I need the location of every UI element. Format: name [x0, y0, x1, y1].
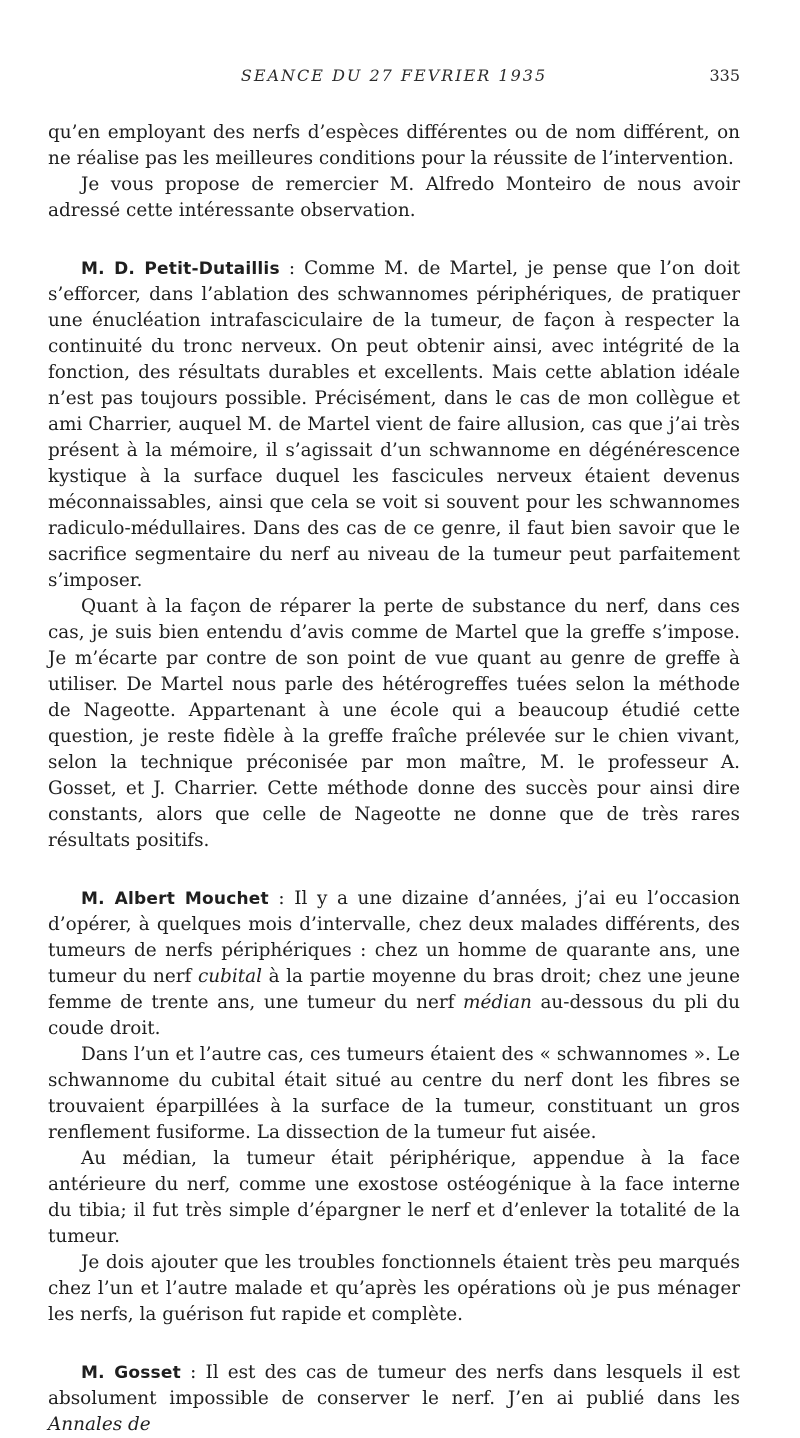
- speaker-name: M. Albert Mouchet: [81, 889, 269, 909]
- italic-term: Annales de: [48, 1414, 151, 1435]
- paragraph-mouchet: [48, 886, 740, 1042]
- italic-term: cubital: [197, 966, 262, 987]
- running-title: SEANCE DU 27 FEVRIER 1935: [240, 66, 548, 85]
- running-header: [48, 66, 740, 102]
- paragraph-median: [48, 1146, 740, 1250]
- paragraph-greffe: [48, 594, 740, 854]
- paragraph-troubles: [48, 1250, 740, 1328]
- italic-term: médian: [463, 992, 532, 1013]
- paragraph-petit-dutaillis: [48, 256, 740, 594]
- paragraph-continuation: [48, 120, 740, 172]
- paragraph-text: au-dessous du pli du coude droit.: [48, 992, 740, 1039]
- paragraph-text: : Il y a une dizaine d’années, j’ai eu l’occasion d’opérer, à quelques mois d’intervalle, chez deux malades différents, des tumeurs de nerfs périphériques : chez un homme de quarante ans, une tumeur du nerf: [48, 888, 740, 987]
- paragraph-text: Quant à la façon de réparer la perte de substance du nerf, dans ces cas, je suis bien entendu d’avis comme de Martel que la greffe s’impose. Je m’écarte par contre de son point de vue quant au genre de greffe à utiliser. De Martel nous parle des hétérogreffes tuées selon la méthode de Nageotte. Appartenant à une école qui a beaucoup étudié cette question, je reste fidèle à la greffe fraîche prélevée sur le chien vivant, selon la technique préconisée par mon maître, M. le professeur A. Gosset, et J. Charrier. Cette méthode donne des succès pour ainsi dire constants, alors que celle de Nageotte ne donne que de très rares résultats positifs.: [48, 596, 740, 851]
- paragraph-thanks: [48, 172, 740, 224]
- paragraph-gosset: [48, 1360, 740, 1438]
- paragraph-text: : Il est des cas de tumeur des nerfs dans lesquels il est absolument impossible de conserver le nerf. J’en ai publié dans les: [48, 1362, 740, 1409]
- speaker-name: M. D. Petit-Dutaillis: [81, 259, 280, 279]
- paragraph-text: qu’en employant des nerfs d’espèces différentes ou de nom différent, on ne réalise pas les meilleures conditions pour la réussite de l’intervention.: [48, 122, 740, 169]
- speaker-name: M. Gosset: [81, 1363, 181, 1383]
- paragraph-text: Je dois ajouter que les troubles fonctionnels étaient très peu marqués chez l’un et l’autre malade et qu’après les opérations où je pus ménager les nerfs, la guérison fut rapide et complète.: [48, 1252, 740, 1325]
- paragraph-text: à la partie moyenne du bras droit; chez une jeune femme de trente ans, une tumeur du nerf: [48, 966, 740, 1013]
- paragraph-text: Dans l’un et l’autre cas, ces tumeurs étaient des « schwannomes ». Le schwannome du cubital était situé au centre du nerf dont les fibres se trouvaient éparpillées à la surface de la tumeur, constituant un gros renflement fusiforme. La dissection de la tumeur fut aisée.: [48, 1044, 740, 1143]
- document-page: [48, 0, 740, 1438]
- paragraph-text: Je vous propose de remercier M. Alfredo Monteiro de nous avoir adressé cette intéressante observation.: [48, 174, 740, 221]
- paragraph-schwannomes: [48, 1042, 740, 1146]
- page-number: 335: [709, 66, 740, 85]
- paragraph-text: Au médian, la tumeur était périphérique, appendue à la face antérieure du nerf, comme une exostose ostéogénique à la face interne du tibia; il fut très simple d’épargner le nerf et d’enlever la totalité de la tumeur.: [48, 1148, 740, 1247]
- paragraph-text: : Comme M. de Martel, je pense que l’on doit s’efforcer, dans l’ablation des schwannomes périphériques, de pratiquer une énucléation intrafasciculaire de la tumeur, de façon à respecter la continuité du tronc nerveux. On peut obtenir ainsi, avec intégrité de la fonction, des résultats durables et excellents. Mais cette ablation idéale n’est pas toujours possible. Précisément, dans le cas de mon collègue et ami Charrier, auquel M. de Martel vient de faire allusion, cas que j’ai très présent à la mémoire, il s’agissait d’un schwannome en dégénérescence kystique à la surface duquel les fascicules nerveux étaient devenus méconnaissables, ainsi que cela se voit si souvent pour les schwannomes radiculo-médullaires. Dans des cas de ce genre, il faut bien savoir que le sacrifice segmentaire du nerf au niveau de la tumeur peut parfaitement s’imposer.: [48, 258, 740, 591]
